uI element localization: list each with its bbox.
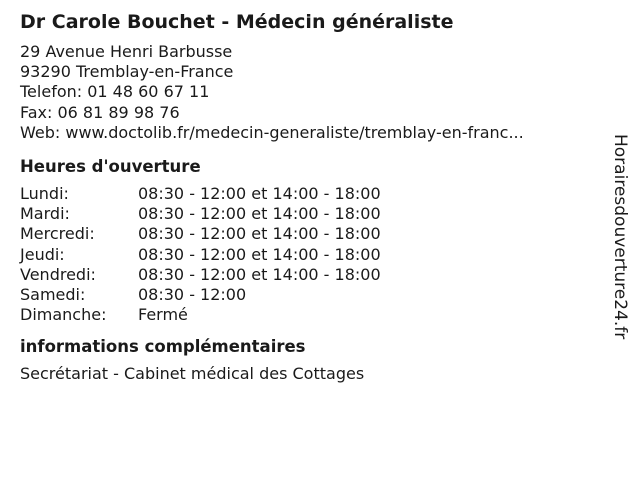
city-address: 93290 Tremblay-en-France [20, 62, 234, 82]
hours-row-saturday [20, 285, 600, 305]
day-times: 08:30 - 12:00 et 14:00 - 18:00 [138, 204, 381, 224]
phone-number: Telefon: 01 48 60 67 11 [20, 82, 210, 102]
hours-row-wednesday [20, 224, 600, 244]
day-label: Vendredi: [20, 264, 96, 284]
business-card [20, 10, 600, 384]
day-label: Lundi: [20, 184, 69, 204]
day-times: 08:30 - 12:00 [138, 285, 247, 305]
hours-row-monday [20, 184, 600, 204]
day-label: Dimanche: [20, 305, 107, 325]
hours-row-friday [20, 265, 600, 285]
day-label: Jeudi: [20, 244, 65, 264]
day-times: 08:30 - 12:00 et 14:00 - 18:00 [138, 184, 381, 204]
hours-row-thursday [20, 245, 600, 265]
day-label: Mardi: [20, 204, 70, 224]
day-label: Samedi: [20, 285, 86, 305]
hours-heading: Heures d'ouverture [20, 157, 201, 177]
website-link[interactable]: Web: www.doctolib.fr/medecin-generaliste/tremblay-en-franc... [20, 122, 524, 142]
hours-row-tuesday [20, 204, 600, 224]
info-text: Secrétariat - Cabinet médical des Cottages [20, 364, 365, 384]
site-watermark: Horairesdouverture24.fr [610, 134, 630, 340]
fax-number: Fax: 06 81 89 98 76 [20, 102, 180, 122]
page-title: Dr Carole Bouchet - Médecin généraliste [20, 11, 454, 33]
contact-block [20, 42, 600, 143]
street-address: 29 Avenue Henri Barbusse [20, 42, 233, 61]
hours-row-sunday [20, 305, 600, 325]
day-times: 08:30 - 12:00 et 14:00 - 18:00 [138, 264, 381, 284]
info-heading: informations complémentaires [20, 337, 306, 357]
day-times: Fermé [138, 305, 188, 325]
day-times: 08:30 - 12:00 et 14:00 - 18:00 [138, 244, 381, 264]
day-label: Mercredi: [20, 224, 95, 244]
opening-hours-list [20, 184, 600, 325]
day-times: 08:30 - 12:00 et 14:00 - 18:00 [138, 224, 381, 244]
